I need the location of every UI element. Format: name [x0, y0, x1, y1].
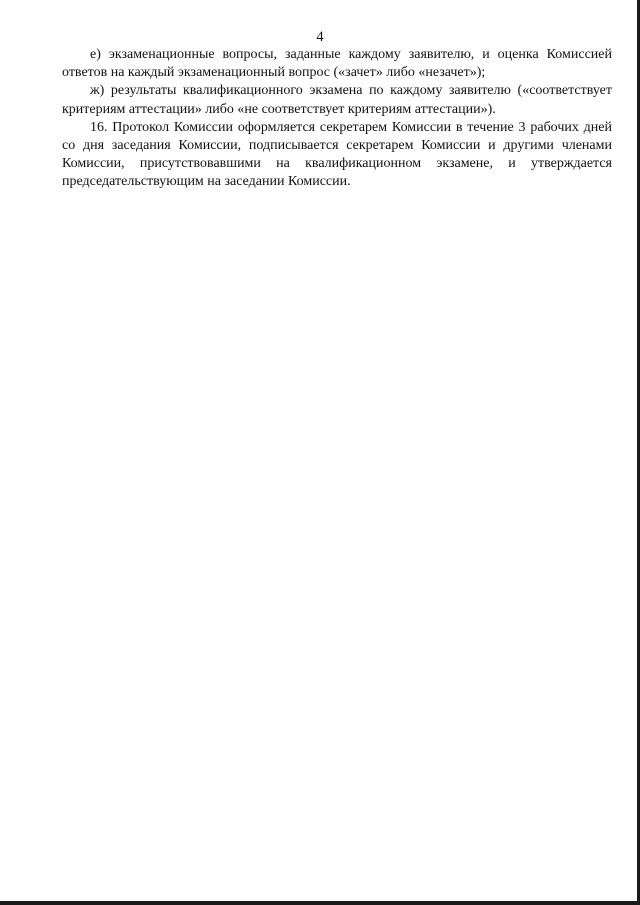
document-body — [62, 46, 612, 192]
paragraph-16-protocol: 16. Протокол Комиссии оформляется секретарем Комиссии в течение 3 рабочих дней со дня заседания Комиссии, подписывается секретарем Комиссии и другими членами Комиссии, присутствовавшими на квалификационном экзамене, и утверждается председательствующим на заседании Комиссии. — [62, 119, 612, 190]
paragraph-zh-exam-results: ж) результаты квалификационного экзамена по каждому заявителю («соответствует критериям аттестации» либо «не соответствует критериям аттестации»). — [62, 83, 612, 117]
paragraph-e-exam-questions: е) экзаменационные вопросы, заданные каждому заявителю, и оценка Комиссией ответов на каждый экзаменационный вопрос («зачет» либо «незачет»); — [62, 47, 612, 81]
page-number: 4 — [316, 29, 324, 45]
scan-edge-bottom — [0, 901, 640, 905]
